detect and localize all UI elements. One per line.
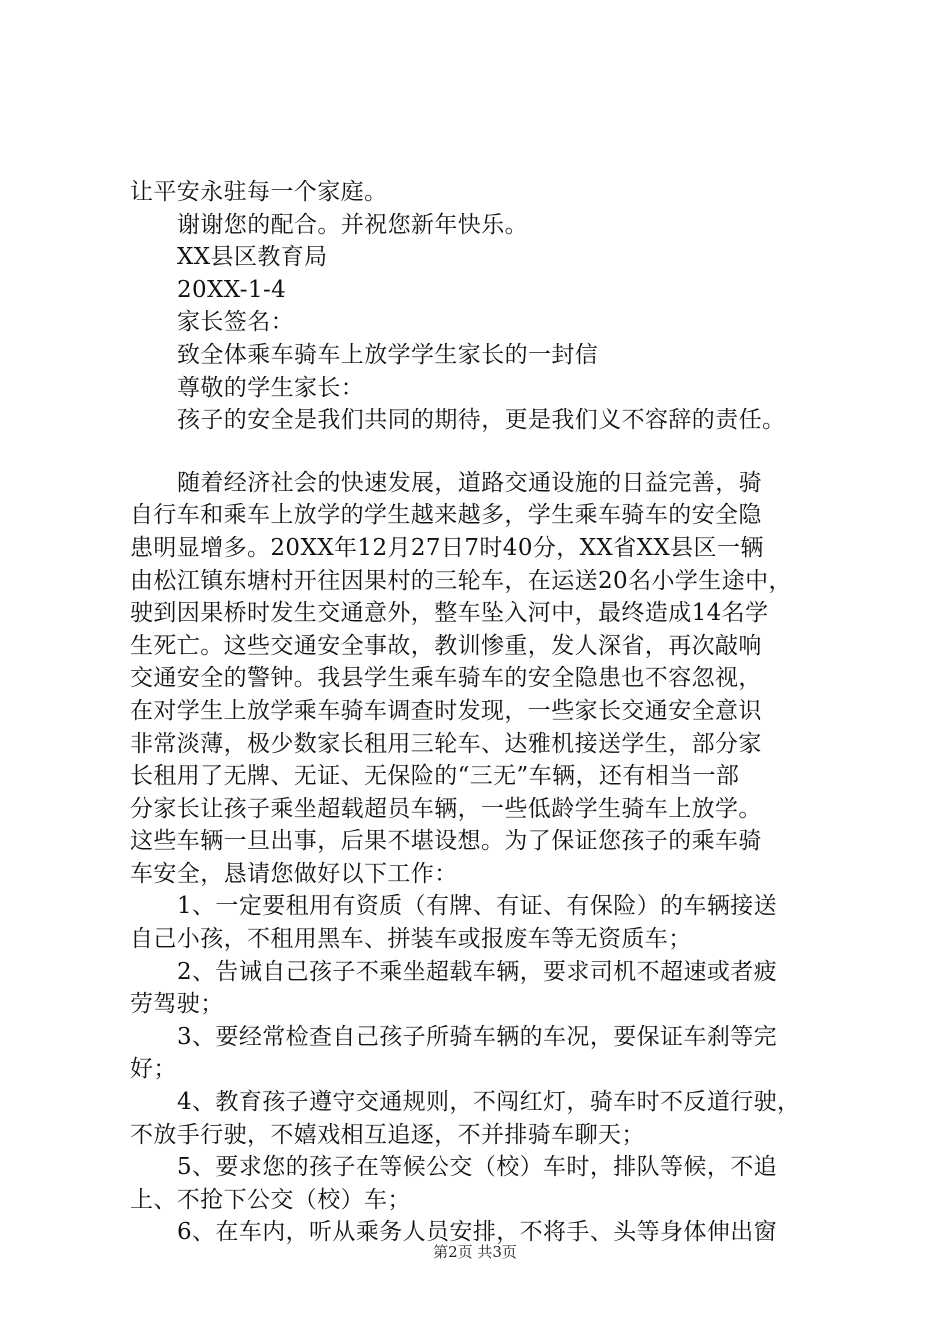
letter-closing-and-heading — [130, 176, 830, 437]
text-line: 驶到因果桥时发生交通意外，整车坠入河中，最终造成14名学 — [130, 600, 769, 627]
text-line: 车安全，恳请您做好以下工作： — [130, 860, 458, 887]
text-line: 1、一定要租用有资质（有牌、有证、有保险）的车辆接送 — [177, 893, 778, 920]
text-line: 3、要经常检查自己孩子所骑车辆的车况，要保证车刹等完 — [177, 1023, 778, 1050]
text-line: XX县区教育局 — [177, 244, 328, 271]
page-number: 第2页 共3页 — [433, 1243, 517, 1261]
text-line: 分家长让孩子乘坐超载超员车辆，一些低龄学生骑车上放学。 — [130, 795, 762, 822]
text-line: 不放手行驶，不嬉戏相互追逐，不并排骑车聊天； — [130, 1121, 645, 1148]
text-line: 在对学生上放学乘车骑车调查时发现，一些家长交通安全意识 — [130, 697, 762, 724]
text-line: 自己小孩，不租用黑车、拼装车或报废车等无资质车； — [130, 926, 692, 953]
text-line: 长租用了无牌、无证、无保险的“三无”车辆，还有相当一部 — [130, 763, 740, 790]
text-line: 家长签名： — [177, 309, 294, 336]
text-line: 劳驾驶； — [130, 991, 224, 1018]
text-line: 非常淡薄，极少数家长租用三轮车、达雅机接送学生，部分家 — [130, 730, 762, 757]
text-line: 谢谢您的配合。并祝您新年快乐。 — [177, 211, 528, 238]
text-line: 好； — [130, 1056, 177, 1083]
text-line: 4、教育孩子遵守交通规则，不闯红灯，骑车时不反道行驶， — [177, 1089, 801, 1116]
text-line: 自行车和乘车上放学的学生越来越多，学生乘车骑车的安全隐 — [130, 502, 762, 529]
text-line: 致全体乘车骑车上放学学生家长的一封信 — [177, 341, 599, 368]
paragraph-gap — [130, 437, 830, 467]
text-line: 2、告诫自己孩子不乘坐超载车辆，要求司机不超速或者疲 — [177, 958, 778, 985]
text-line: 随着经济社会的快速发展，道路交通设施的日益完善，骑 — [177, 469, 762, 496]
text-line: 20XX-1-4 — [177, 276, 287, 303]
text-line: 由松江镇东塘村开往因果村的三轮车，在运送20名小学生途中， — [130, 567, 792, 594]
text-line: 上、不抢下公交（校）车； — [130, 1186, 411, 1213]
text-line: 5、要求您的孩子在等候公交（校）车时，排队等候，不追 — [177, 1154, 778, 1181]
text-line: 孩子的安全是我们共同的期待，更是我们义不容辞的责任。 — [177, 407, 786, 434]
text-line: 交通安全的警钟。我县学生乘车骑车的安全隐患也不容忽视， — [130, 665, 762, 692]
text-line: 6、在车内，听从乘务人员安排，不将手、头等身体伸出窗 — [177, 1219, 778, 1246]
text-line: 让平安永驻每一个家庭。 — [130, 179, 388, 205]
letter-body — [130, 467, 830, 1249]
page-footer — [0, 1242, 950, 1262]
document-body — [130, 176, 830, 1249]
text-line: 患明显增多。20XX年12月27日7时40分，XX省XX县区一辆 — [130, 534, 764, 561]
text-line: 尊敬的学生家长： — [177, 374, 365, 401]
text-line: 这些车辆一旦出事，后果不堪设想。为了保证您孩子的乘车骑 — [130, 828, 762, 855]
text-line: 生死亡。这些交通安全事故，教训惨重，发人深省，再次敲响 — [130, 632, 762, 659]
